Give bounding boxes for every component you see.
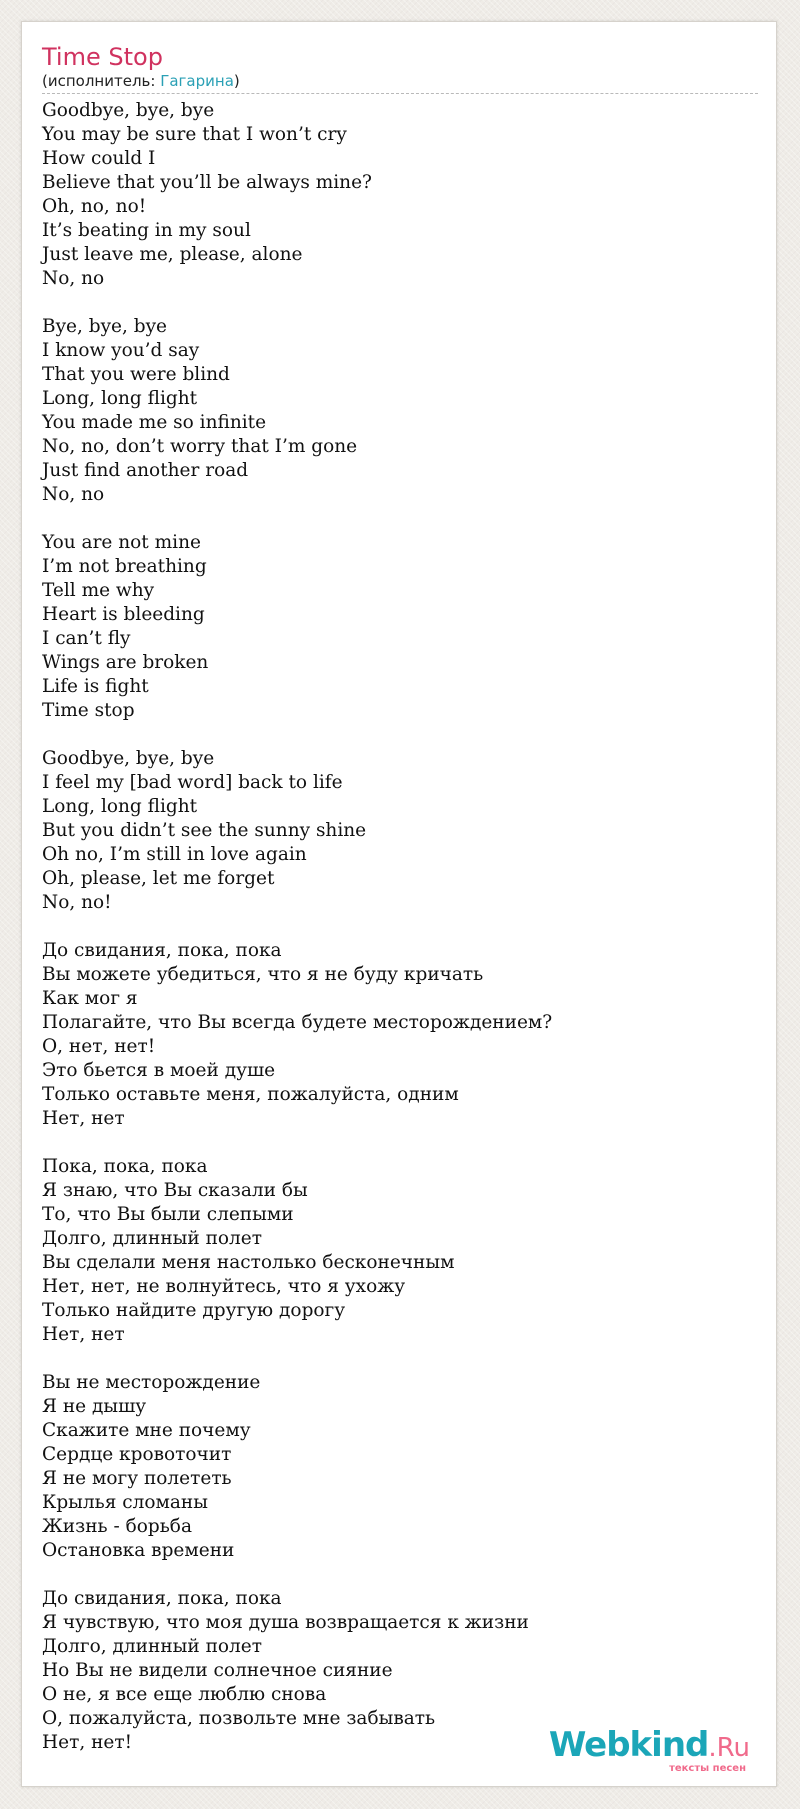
- artist-link[interactable]: Гагарина: [160, 72, 234, 90]
- lyric-line: Как мог я: [42, 988, 138, 1009]
- lyric-line: Пока, пока, пока: [42, 1156, 208, 1177]
- lyric-line: No, no: [42, 268, 105, 289]
- lyric-line: You made me so infinite: [42, 412, 267, 433]
- artist-prefix: (исполнитель:: [42, 72, 161, 90]
- lyric-line: Tell me why: [42, 580, 155, 601]
- lyric-line: How could I: [42, 148, 156, 169]
- lyric-line: No, no: [42, 484, 105, 505]
- lyric-line: Bye, bye, bye: [42, 316, 168, 337]
- lyric-line: Это бьется в моей душе: [42, 1060, 276, 1081]
- lyric-line: No, no, don’t worry that I’m gone: [42, 436, 358, 457]
- lyric-line: Я чувствую, что моя душа возвращается к жизни: [42, 1612, 529, 1633]
- lyric-line: Сердце кровоточит: [42, 1444, 232, 1465]
- lyric-line: Вы сделали меня настолько бесконечным: [42, 1252, 455, 1273]
- lyric-line: Life is fight: [42, 676, 149, 697]
- lyric-line: Long, long flight: [42, 388, 198, 409]
- stanza-gap: [42, 1347, 758, 1371]
- lyric-line: Я не могу полететь: [42, 1468, 232, 1489]
- lyric-line: Крылья сломаны: [42, 1492, 208, 1513]
- lyric-line: То, что Вы были слепыми: [42, 1204, 294, 1225]
- logo-wordmark: [549, 1727, 750, 1766]
- lyric-line: I feel my [bad word] back to life: [42, 772, 343, 793]
- lyric-line: Long, long flight: [42, 796, 198, 817]
- stanza-gap: [42, 291, 758, 315]
- lyric-line: Жизнь - борьба: [42, 1516, 192, 1537]
- lyric-line: Oh, please, let me forget: [42, 868, 275, 889]
- lyric-line: Только оставьте меня, пожалуйста, одним: [42, 1084, 459, 1105]
- lyric-line: О, пожалуйста, позвольте мне забывать: [42, 1708, 436, 1729]
- artist-line: [42, 72, 758, 94]
- lyric-line: Just find another road: [42, 460, 249, 481]
- lyric-line: Остановка времени: [42, 1540, 235, 1561]
- lyric-line: I’m not breathing: [42, 556, 207, 577]
- lyrics-text: [42, 99, 758, 1755]
- logo-tagline: тексты песен: [669, 1763, 746, 1774]
- site-logo[interactable]: [549, 1727, 750, 1774]
- lyric-line: No, no!: [42, 892, 112, 913]
- lyric-line: Oh no, I’m still in love again: [42, 844, 307, 865]
- artist-suffix: ): [233, 72, 240, 90]
- lyric-line: You are not mine: [42, 532, 201, 553]
- lyric-line: Скажите мне почему: [42, 1420, 251, 1441]
- logo-tld: .Ru: [708, 1733, 750, 1763]
- lyric-line: До свидания, пока, пока: [42, 1588, 282, 1609]
- lyric-line: Oh, no, no!: [42, 196, 147, 217]
- lyric-line: Heart is bleeding: [42, 604, 205, 625]
- lyric-line: Believe that you’ll be always mine?: [42, 172, 372, 193]
- lyric-line: Goodbye, bye, bye: [42, 100, 215, 121]
- lyric-line: It’s beating in my soul: [42, 220, 251, 241]
- lyric-line: That you were blind: [42, 364, 230, 385]
- lyrics-card: [21, 21, 777, 1787]
- lyric-line: Wings are broken: [42, 652, 209, 673]
- logo-brand: Webkind: [548, 1725, 709, 1765]
- lyric-line: Долго, длинный полет: [42, 1228, 262, 1249]
- lyric-line: Но Вы не видели солнечное сияние: [42, 1660, 393, 1681]
- stanza-gap: [42, 915, 758, 939]
- lyric-line: Вы можете убедиться, что я не буду кричать: [42, 964, 484, 985]
- lyric-line: Нет, нет, не волнуйтесь, что я ухожу: [42, 1276, 406, 1297]
- lyric-line: Нет, нет!: [42, 1732, 133, 1753]
- lyric-line: Долго, длинный полет: [42, 1636, 262, 1657]
- song-title: Time Stop: [42, 43, 163, 71]
- lyric-line: But you didn’t see the sunny shine: [42, 820, 367, 841]
- stanza-gap: [42, 507, 758, 531]
- lyric-line: Только найдите другую дорогу: [42, 1300, 346, 1321]
- lyric-line: Я знаю, что Вы сказали бы: [42, 1180, 308, 1201]
- lyric-line: О не, я все еще люблю снова: [42, 1684, 327, 1705]
- lyric-line: Я не дышу: [42, 1396, 147, 1417]
- song-header: [42, 42, 758, 94]
- lyric-line: До свидания, пока, пока: [42, 940, 282, 961]
- lyric-line: You may be sure that I won’t cry: [42, 124, 347, 145]
- stanza-gap: [42, 723, 758, 747]
- lyric-line: Нет, нет: [42, 1324, 125, 1345]
- lyric-line: О, нет, нет!: [42, 1036, 156, 1057]
- stanza-gap: [42, 1131, 758, 1155]
- lyric-line: Time stop: [42, 700, 135, 721]
- lyric-line: Goodbye, bye, bye: [42, 748, 215, 769]
- lyric-line: Вы не месторождение: [42, 1372, 261, 1393]
- lyric-line: I can’t fly: [42, 628, 131, 649]
- stanza-gap: [42, 1563, 758, 1587]
- lyric-line: Полагайте, что Вы всегда будете месторождением?: [42, 1012, 553, 1033]
- lyric-line: Just leave me, please, alone: [42, 244, 303, 265]
- lyric-line: Нет, нет: [42, 1108, 125, 1129]
- lyric-line: I know you’d say: [42, 340, 200, 361]
